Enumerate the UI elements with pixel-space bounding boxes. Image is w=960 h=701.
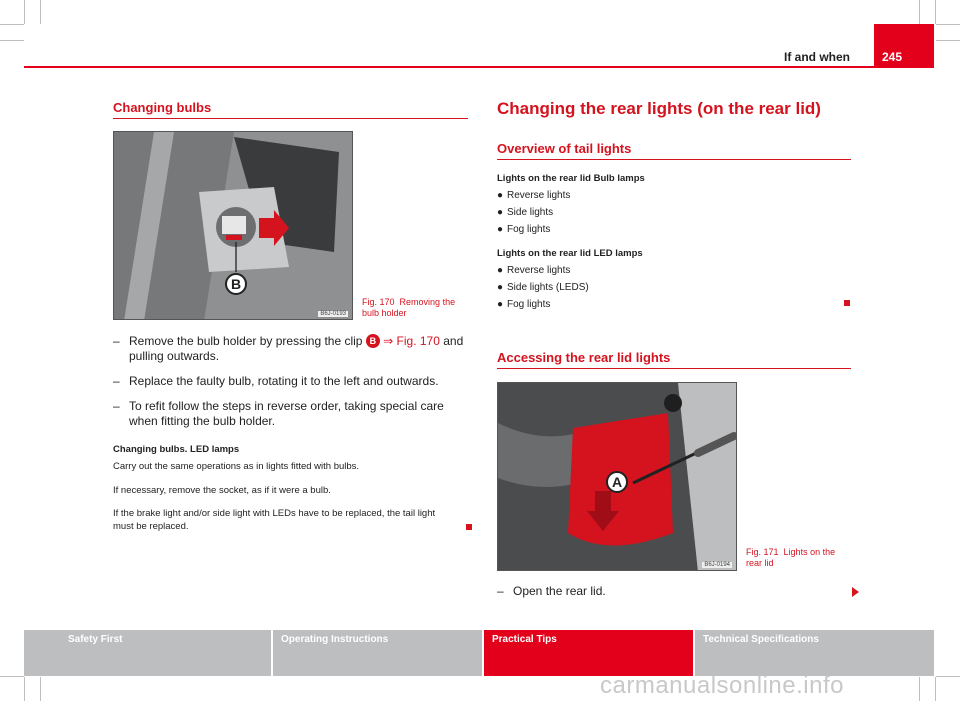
crop-mark [24, 677, 25, 701]
crop-mark [40, 0, 41, 24]
list-title: Lights on the rear lid LED lamps [497, 248, 643, 259]
list-item: ● Fog lights [497, 224, 551, 235]
subsection-heading: Accessing the rear lid lights [497, 350, 671, 365]
section-end-mark [844, 300, 850, 306]
list-item: ● Fog lights [497, 299, 551, 310]
crop-mark [935, 677, 936, 701]
crop-mark [0, 40, 24, 41]
crop-mark [24, 0, 25, 24]
list-title: Lights on the rear lid Bulb lamps [497, 173, 645, 184]
figure-bulb-holder [113, 131, 353, 320]
step-item: – To refit follow the steps in reverse order, taking special care when fitting the bulb holder. [113, 399, 444, 428]
watermark: carmanualsonline.info [600, 672, 844, 699]
footer-tab-practical[interactable]: Practical Tips [484, 630, 693, 676]
crop-mark [935, 0, 936, 24]
figure-caption-text: Removing the bulb holder [362, 297, 456, 318]
list-item: ● Side lights [497, 207, 554, 218]
step-item: – Remove the bulb holder by pressing the clip B ⇒ Fig. 170 and pulling outwards. [113, 334, 464, 363]
crop-mark [936, 40, 960, 41]
subsection-heading: Overview of tail lights [497, 141, 632, 156]
paragraph: If necessary, remove the socket, as if it were a bulb. [113, 485, 331, 496]
section-rule [113, 118, 468, 119]
callout-b: B [225, 273, 247, 295]
figure-code: B6J-0193 [320, 311, 346, 317]
section-heading: Changing bulbs [113, 100, 212, 115]
figure-caption [362, 297, 462, 319]
crop-mark [919, 677, 920, 701]
paragraph: Carry out the same operations as in lights fitted with bulbs. [113, 461, 360, 472]
crop-mark [936, 676, 960, 677]
crop-mark [40, 677, 41, 701]
figure-code: B6J-0194 [704, 562, 730, 568]
step-item: – Replace the faulty bulb, rotating it to the left and outwards. [113, 374, 439, 388]
page-number: 245 [882, 50, 903, 64]
subheading: Changing bulbs. LED lamps [113, 444, 240, 455]
crop-mark [0, 676, 24, 677]
section-rule [497, 159, 851, 160]
page-number-box [874, 24, 934, 68]
callout-badge: B [366, 334, 380, 348]
main-heading: Changing the rear lights (on the rear lid) [497, 99, 821, 118]
section-rule [497, 368, 851, 369]
header-rule [24, 66, 932, 68]
figure-number: Fig. 170 [362, 297, 395, 307]
list-item: ● Reverse lights [497, 190, 571, 201]
section-end-mark [466, 524, 472, 530]
list-item: ● Side lights (LEDS) [497, 282, 589, 293]
footer-tab-technical[interactable]: Technical Specifications [695, 630, 934, 676]
continue-arrow-icon [852, 587, 859, 597]
figure-caption-text: Lights on the rear lid [746, 547, 836, 568]
step-item: – Open the rear lid. [497, 584, 606, 598]
crop-mark [936, 24, 960, 25]
figure-caption [746, 547, 846, 569]
figure-rear-lid [497, 382, 737, 571]
paragraph: If the brake light and/or side light with LEDs have to be replaced, the tail light must be replaced. [113, 508, 436, 532]
figure-number: Fig. 171 [746, 547, 779, 557]
callout-a: A [606, 471, 628, 493]
crop-mark [919, 0, 920, 24]
figure-link[interactable]: ⇒ Fig. 170 [383, 334, 440, 348]
list-item: ● Reverse lights [497, 265, 571, 276]
footer-tab-safety[interactable]: Safety First [24, 630, 271, 676]
running-header: If and when [784, 50, 850, 64]
crop-mark [0, 24, 24, 25]
footer-tab-operating[interactable]: Operating Instructions [273, 630, 482, 676]
